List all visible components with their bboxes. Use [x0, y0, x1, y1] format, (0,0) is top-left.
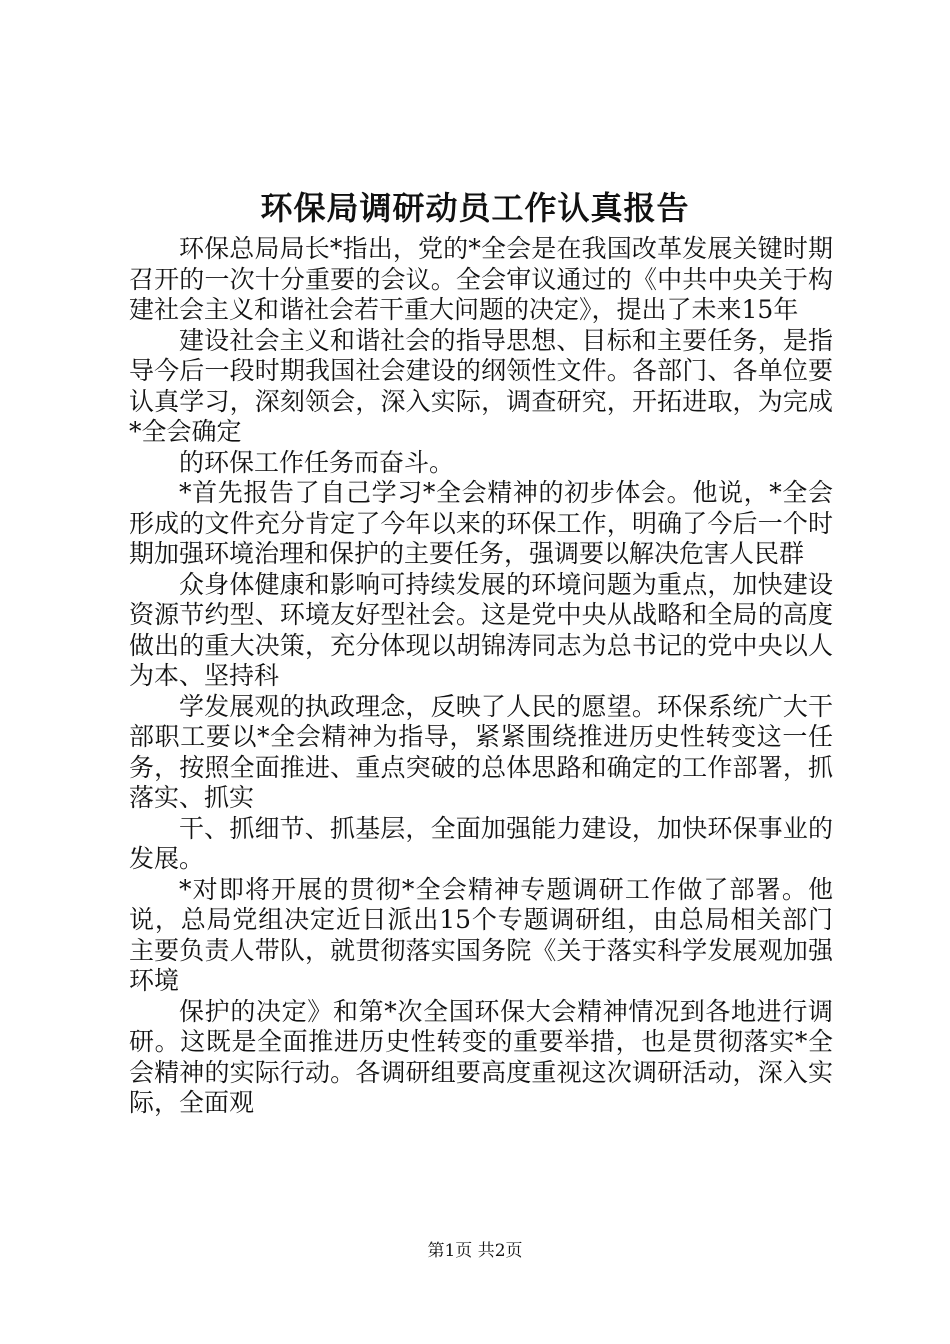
paragraph: *首先报告了自己学习*全会精神的初步体会。他说，*全会形成的文件充分肯定了今年以来的环保工作，明确了今后一个时期加强环境治理和保护的主要任务，强调要以解决危害人民群 [129, 478, 833, 568]
paragraph: 干、抓细节、抓基层，全面加强能力建设，加快环保事业的发展。 [129, 813, 833, 873]
page-number-footer: 第1页 共2页 [427, 1241, 523, 1261]
paragraph: 学发展观的执政理念，反映了人民的愿望。环保系统广大干部职工要以*全会精神为指导，紧紧围绕推进历史性转变这一任务，按照全面推进、重点突破的总体思路和确定的工作部署，抓落实、抓实 [129, 691, 833, 812]
paragraph: 保护的决定》和第*次全国环保大会精神情况到各地进行调研。这既是全面推进历史性转变的重要举措，也是贯彻落实*全会精神的实际行动。各调研组要高度重视这次调研活动，深入实际，全面观 [129, 996, 833, 1117]
paragraph: 环保总局局长*指出，党的*全会是在我国改革发展关键时期召开的一次十分重要的会议。全会审议通过的《中共中央关于构建社会主义和谐社会若干重大问题的决定》，提出了未来15年 [129, 234, 833, 324]
paragraph: 建设社会主义和谐社会的指导思想、目标和主要任务，是指导今后一段时期我国社会建设的纲领性文件。各部门、各单位要认真学习，深刻领会，深入实际，调查研究，开拓进取，为完成*全会确定 [129, 325, 833, 446]
paragraph: *对即将开展的贯彻*全会精神专题调研工作做了部署。他说，总局党组决定近日派出15个专题调研组，由总局相关部门主要负责人带队，就贯彻落实国务院《关于落实科学发展观加强环境 [129, 874, 833, 995]
document-title: 环保局调研动员工作认真报告 [260, 189, 690, 227]
paragraph: 的环保工作任务而奋斗。 [179, 447, 455, 477]
document-body [129, 234, 833, 1119]
paragraph: 众身体健康和影响可持续发展的环境问题为重点，加快建设资源节约型、环境友好型社会。这是党中央从战略和全局的高度做出的重大决策，充分体现以胡锦涛同志为总书记的党中央以人为本、坚持科 [129, 569, 833, 690]
